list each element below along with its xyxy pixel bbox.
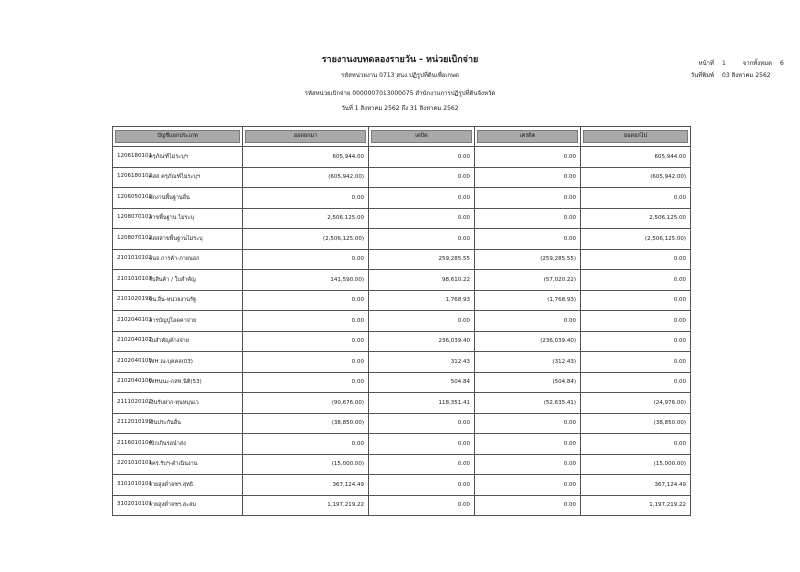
table-row xyxy=(113,413,691,434)
brought-forward-cell: 0.00 xyxy=(243,352,369,373)
debit-cell: 0.00 xyxy=(369,167,475,188)
page-number: 1 xyxy=(722,60,726,67)
carried-forward-cell: 0.00 xyxy=(581,372,691,393)
credit-cell: 0.00 xyxy=(475,311,581,332)
account-cell xyxy=(113,372,243,393)
brought-forward-cell: (38,850.00) xyxy=(243,413,369,434)
debit-cell: 0.00 xyxy=(369,147,475,168)
account-code: 2116010104 xyxy=(117,439,152,446)
account-name: รายสูงต่ำจชฯ.สะสม xyxy=(149,502,197,509)
carried-forward-cell: 367,124.49 xyxy=(581,475,691,496)
account-name: พักงานพื้นฐานอื่น xyxy=(149,194,190,201)
account-name: WH ณ-บุคคล(03) xyxy=(149,358,193,365)
debit-cell: 312.43 xyxy=(369,352,475,373)
account-cell xyxy=(113,434,243,455)
table-row xyxy=(113,208,691,229)
account-cell xyxy=(113,393,243,414)
carried-forward-cell: 0.00 xyxy=(581,249,691,270)
brought-forward-cell: 2,506,125.00 xyxy=(243,208,369,229)
credit-cell: (259,285.55) xyxy=(475,249,581,270)
table-row xyxy=(113,270,691,291)
carried-forward-cell: (38,850.00) xyxy=(581,413,691,434)
credit-cell: (57,020.22) xyxy=(475,270,581,291)
account-name: รคร.รับฯ-ดำเนินงาน xyxy=(149,461,198,468)
brought-forward-cell: (2,506,125.00) xyxy=(243,229,369,250)
account-name: ครุภัณฑ์ไม่ระบุฯ xyxy=(149,153,188,160)
carried-forward-cell: 0.00 xyxy=(581,290,691,311)
account-name: รับสินค้า / ใบสำคัญ xyxy=(149,276,196,283)
account-name: จน.อื่น-หน่วยงานรัฐ xyxy=(149,297,196,304)
account-cell xyxy=(113,311,243,332)
brought-forward-cell: 141,590.00) xyxy=(243,270,369,291)
account-name: เบิกเกินรอนำส่ง xyxy=(149,440,186,447)
carried-forward-cell: (605,942.00) xyxy=(581,167,691,188)
credit-cell: (504.84) xyxy=(475,372,581,393)
account-cell xyxy=(113,475,243,496)
col-carried-forward-header: ยอดยกไป xyxy=(581,127,691,147)
brought-forward-cell: 0.00 xyxy=(243,290,369,311)
col-credit-header: เครดิต xyxy=(475,127,581,147)
carried-forward-cell: 0.00 xyxy=(581,331,691,352)
table-row xyxy=(113,249,691,270)
table-row xyxy=(113,475,691,496)
account-code: 2111020102 xyxy=(117,398,152,405)
table-row xyxy=(113,331,691,352)
debit-cell: 1,768.93 xyxy=(369,290,475,311)
brought-forward-cell: 0.00 xyxy=(243,311,369,332)
debit-cell: 0.00 xyxy=(369,208,475,229)
account-code: 1206050102 xyxy=(117,193,152,200)
account-cell xyxy=(113,413,243,434)
account-code: 2112010199 xyxy=(117,419,152,426)
table-row xyxy=(113,372,691,393)
account-code: 1206180102 xyxy=(117,173,152,180)
print-date-label: วันที่พิมพ์ xyxy=(690,72,714,79)
brought-forward-cell: 367,124.49 xyxy=(243,475,369,496)
account-name: รายสูงต่ำจชฯ.สุทธิ xyxy=(149,481,194,488)
credit-cell: (236,039.40) xyxy=(475,331,581,352)
col-debit-header: เดบิต xyxy=(369,127,475,147)
debit-cell: 0.00 xyxy=(369,311,475,332)
table-row xyxy=(113,311,691,332)
carried-forward-cell: 0.00 xyxy=(581,270,691,291)
credit-cell: 0.00 xyxy=(475,413,581,434)
trial-balance-table xyxy=(112,126,691,516)
account-code: 3101010101 xyxy=(117,480,152,487)
credit-cell: (312.43) xyxy=(475,352,581,373)
table-row xyxy=(113,434,691,455)
account-code: 2102040106 xyxy=(117,378,152,385)
account-cell xyxy=(113,270,243,291)
account-code: 1208070102 xyxy=(117,234,152,241)
account-cell xyxy=(113,167,243,188)
table-row xyxy=(113,188,691,209)
account-code: 2102040102 xyxy=(117,337,152,344)
credit-cell: (1,768.93) xyxy=(475,290,581,311)
brought-forward-cell: (605,942.00) xyxy=(243,167,369,188)
account-code: 2102040101 xyxy=(117,316,152,323)
brought-forward-cell: 0.00 xyxy=(243,331,369,352)
credit-cell: 0.00 xyxy=(475,475,581,496)
report-period: วันที่ 1 สิงหาคม 2562 ถึง 31 สิงหาคม 2562 xyxy=(341,105,459,112)
account-cell xyxy=(113,495,243,516)
page-label: หน้าที่ xyxy=(698,60,714,67)
carried-forward-cell: 2,506,125.00 xyxy=(581,208,691,229)
agency-line: รหัสหน่วยงาน 0713 สนง.ปฏิรูปที่ดินเพื่อเกษต xyxy=(341,72,459,79)
brought-forward-cell: (15,000.00) xyxy=(243,454,369,475)
account-name: สาขพื้นฐาน ไม่ระบุ xyxy=(149,215,195,222)
account-cell xyxy=(113,331,243,352)
debit-cell: 118,351.41 xyxy=(369,393,475,414)
print-date: 03 สิงหาคม 2562 xyxy=(722,72,771,79)
total-pages-label: จากทั้งหมด xyxy=(742,60,772,67)
table-row xyxy=(113,454,691,475)
table-row xyxy=(113,290,691,311)
account-cell xyxy=(113,229,243,250)
account-code: 2101010103 xyxy=(117,275,152,282)
carried-forward-cell: (2,506,125.00) xyxy=(581,229,691,250)
table-row xyxy=(113,393,691,414)
credit-cell: 0.00 xyxy=(475,434,581,455)
carried-forward-cell: 0.00 xyxy=(581,311,691,332)
carried-forward-cell: 1,197,219.22 xyxy=(581,495,691,516)
account-code: 2101010102 xyxy=(117,255,152,262)
brought-forward-cell: 1,197,219.22 xyxy=(243,495,369,516)
account-name: ใบสำคัญค้างจ่าย xyxy=(149,338,189,345)
account-cell xyxy=(113,188,243,209)
brought-forward-cell: 0.00 xyxy=(243,434,369,455)
account-code: 2101020198 xyxy=(117,296,152,303)
debit-cell: 0.00 xyxy=(369,454,475,475)
total-pages: 6 xyxy=(780,60,784,67)
account-cell xyxy=(113,454,243,475)
account-code: 1208070101 xyxy=(117,214,152,221)
credit-cell: 0.00 xyxy=(475,188,581,209)
account-name: คสสสาขพื้นฐานไม่ระบุ xyxy=(149,235,203,242)
account-code: 2102040105 xyxy=(117,357,152,364)
account-cell xyxy=(113,352,243,373)
table-row xyxy=(113,147,691,168)
debit-cell: 0.00 xyxy=(369,188,475,209)
brought-forward-cell: 0.00 xyxy=(243,372,369,393)
brought-forward-cell: 0.00 xyxy=(243,249,369,270)
debit-cell: 0.00 xyxy=(369,413,475,434)
table-row xyxy=(113,352,691,373)
account-code: 3102010101 xyxy=(117,501,152,508)
brought-forward-cell: 605,944.00 xyxy=(243,147,369,168)
brought-forward-cell: 0.00 xyxy=(243,188,369,209)
account-cell xyxy=(113,249,243,270)
account-name: WHนนะ-กสท.นิติ(53) xyxy=(149,379,202,386)
debit-cell: 504.84 xyxy=(369,372,475,393)
credit-cell: 0.00 xyxy=(475,208,581,229)
account-cell xyxy=(113,147,243,168)
carried-forward-cell: (15,000.00) xyxy=(581,454,691,475)
carried-forward-cell: 605,944.00 xyxy=(581,147,691,168)
debit-cell: 0.00 xyxy=(369,229,475,250)
carried-forward-cell: 0.00 xyxy=(581,188,691,209)
credit-cell: 0.00 xyxy=(475,495,581,516)
debit-cell: 0.00 xyxy=(369,434,475,455)
debit-cell: 98,610.22 xyxy=(369,270,475,291)
carried-forward-cell: 0.00 xyxy=(581,352,691,373)
col-brought-forward-header: ยอดยกมา xyxy=(243,127,369,147)
account-code: 1206180101 xyxy=(117,152,152,159)
account-name: จนจ.การค้า-ภายนอก xyxy=(149,256,200,263)
disbursement-unit-line: รหัสหน่วยเบิกจ่าย 0000007013000075 สำนักงานการปฏิรูปที่ดินจังหวัด xyxy=(304,90,496,97)
account-name: สารบัญปูโอดคาจ่าย xyxy=(149,317,197,324)
table-row xyxy=(113,167,691,188)
account-cell xyxy=(113,290,243,311)
table-row xyxy=(113,495,691,516)
carried-forward-cell: 0.00 xyxy=(581,434,691,455)
brought-forward-cell: (90,676.00) xyxy=(243,393,369,414)
debit-cell: 259,285.55 xyxy=(369,249,475,270)
carried-forward-cell: (24,976.00) xyxy=(581,393,691,414)
account-name: คสส ครุภัณฑ์ไม่ระบุฯ xyxy=(149,174,200,181)
report-title: รายงานงบทดลองรายวัน - หน่วยเบิกจ่าย xyxy=(321,55,479,65)
table-header-row xyxy=(113,127,691,147)
table-row xyxy=(113,229,691,250)
credit-cell: (52,635.41) xyxy=(475,393,581,414)
credit-cell: 0.00 xyxy=(475,229,581,250)
credit-cell: 0.00 xyxy=(475,454,581,475)
credit-cell: 0.00 xyxy=(475,147,581,168)
debit-cell: 0.00 xyxy=(369,495,475,516)
account-cell xyxy=(113,208,243,229)
account-code: 2201010101 xyxy=(117,460,152,467)
debit-cell: 236,039.40 xyxy=(369,331,475,352)
account-name: เงินรับฝาก-ทุนหมุนเว xyxy=(149,399,199,406)
account-name: เงินประกันอื่น xyxy=(149,420,181,427)
credit-cell: 0.00 xyxy=(475,167,581,188)
col-account-header: บัญชีแยกประเภท xyxy=(113,127,243,147)
debit-cell: 0.00 xyxy=(369,475,475,496)
